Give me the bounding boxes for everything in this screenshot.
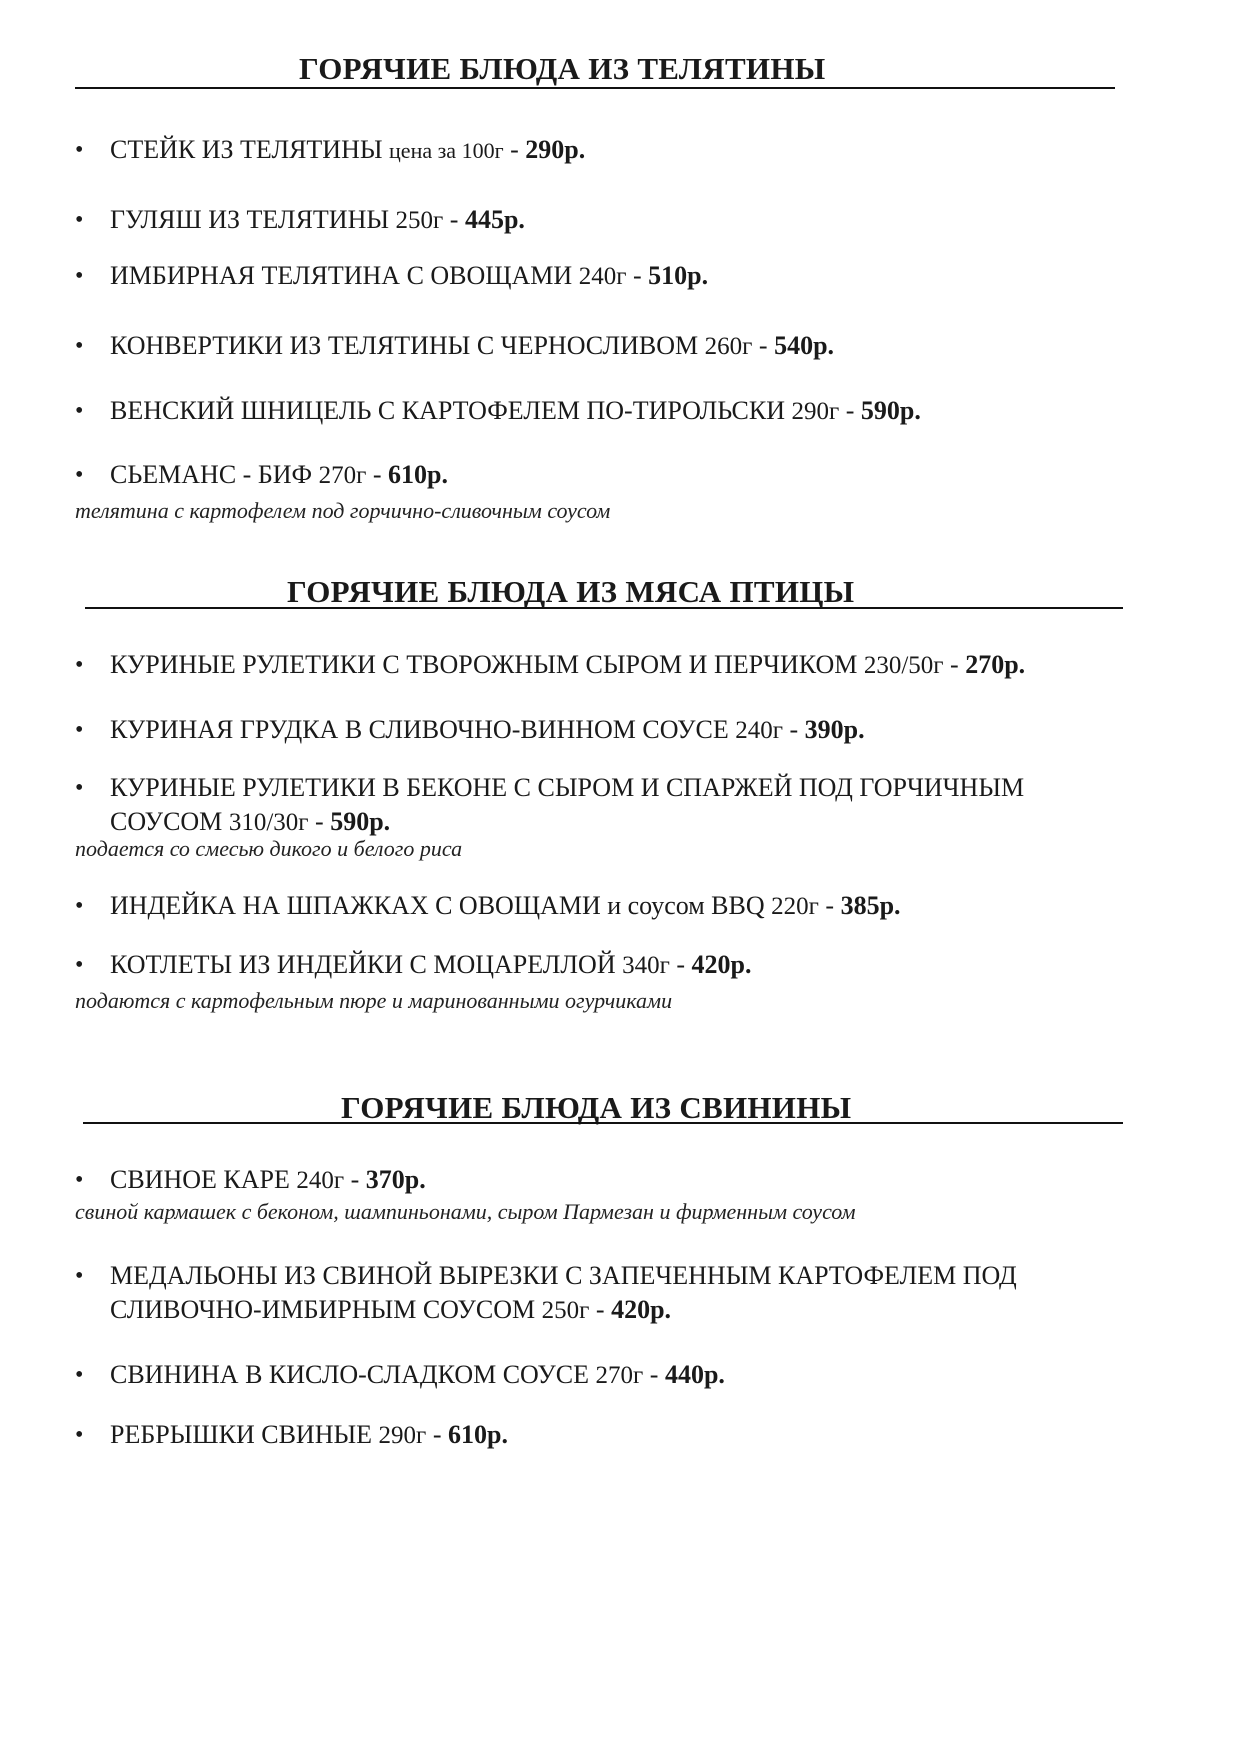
- bullet-icon: •: [75, 137, 84, 163]
- dish-name: МЕДАЛЬОНЫ ИЗ СВИНОЙ ВЫРЕЗКИ С ЗАПЕЧЕННЫМ КАРТОФЕЛЕМ ПОД: [110, 1261, 1017, 1290]
- dish-price: 510р.: [648, 261, 709, 290]
- dish-weight: 240г: [578, 263, 627, 290]
- dish-name: ГУЛЯШ ИЗ ТЕЛЯТИНЫ: [110, 205, 390, 234]
- dish-name: КОТЛЕТЫ ИЗ ИНДЕЙКИ С МОЦАРЕЛЛОЙ: [110, 950, 616, 979]
- dish-price: 420р.: [691, 950, 752, 979]
- menu-item: [75, 133, 585, 168]
- bullet-icon: •: [75, 207, 84, 233]
- dish-sep: -: [366, 460, 389, 489]
- dish-name-cont: СЛИВОЧНО-ИМБИРНЫМ СОУСОМ: [110, 1295, 536, 1324]
- menu-item: [75, 1163, 426, 1198]
- dish-sep: -: [943, 650, 966, 679]
- dish-name: СВИНИНА В КИСЛО-СЛАДКОМ СОУСЕ: [110, 1360, 590, 1389]
- dish-sep: -: [839, 396, 861, 425]
- dish-price: 290р.: [525, 135, 586, 164]
- dish-sep: -: [589, 1295, 612, 1324]
- dish-weight: 310/30г: [228, 809, 309, 836]
- bullet-icon: •: [75, 952, 84, 978]
- dish-sep: -: [426, 1420, 448, 1449]
- dish-sep: -: [626, 261, 649, 290]
- dish-name: ВЕНСКИЙ ШНИЦЕЛЬ С КАРТОФЕЛЕМ ПО-ТИРОЛЬСКИ: [110, 396, 785, 425]
- dish-weight: 250г: [395, 207, 444, 234]
- menu-item: [75, 458, 448, 493]
- dish-description: подаются с картофельным пюре и маринованными огурчиками: [75, 988, 673, 1013]
- dish-weight: 240г: [296, 1167, 345, 1194]
- dish-weight: цена за 100г: [389, 138, 504, 163]
- bullet-icon: •: [75, 775, 84, 801]
- dish-weight: 220г: [771, 893, 819, 920]
- dish-weight: 260г: [704, 333, 753, 360]
- dish-price: 610р.: [447, 1420, 508, 1449]
- dish-price: 590р.: [860, 396, 921, 425]
- dish-sep: -: [752, 331, 775, 360]
- dish-sep: -: [782, 715, 805, 744]
- dish-weight: 270г: [595, 1362, 644, 1389]
- bullet-icon: •: [75, 717, 84, 743]
- dish-price: 420р.: [611, 1295, 672, 1324]
- dish-sep: -: [669, 950, 692, 979]
- dish-description: телятина с картофелем под горчично-сливочным соусом: [75, 498, 611, 523]
- dish-name: КОНВЕРТИКИ ИЗ ТЕЛЯТИНЫ С ЧЕРНОСЛИВОМ: [110, 331, 699, 360]
- dish-weight: 290г: [791, 398, 840, 425]
- dish-price: 385р.: [840, 891, 901, 920]
- menu-item: [75, 259, 708, 294]
- bullet-icon: •: [75, 462, 84, 488]
- menu-item: [75, 713, 865, 748]
- dish-weight: 270г: [318, 462, 367, 489]
- dish-sep: -: [503, 135, 526, 164]
- dish-description: подается со смесью дикого и белого риса: [75, 836, 463, 861]
- dish-price: 270р.: [965, 650, 1026, 679]
- menu-item: [75, 329, 834, 364]
- menu-item: [75, 203, 525, 238]
- dish-price: 445р.: [464, 205, 525, 234]
- bullet-icon: •: [75, 333, 84, 359]
- bullet-icon: •: [75, 1263, 84, 1289]
- dish-name: РЕБРЫШКИ СВИНЫЕ: [110, 1420, 373, 1449]
- bullet-icon: •: [75, 893, 84, 919]
- dish-name: ИМБИРНАЯ ТЕЛЯТИНА С ОВОЩАМИ: [110, 261, 573, 290]
- menu-item: [75, 771, 1024, 840]
- bullet-icon: •: [75, 1422, 84, 1448]
- menu-item: [75, 1259, 1017, 1328]
- bullet-icon: •: [75, 1362, 84, 1388]
- menu-item: [75, 394, 921, 429]
- dish-weight: 240г: [735, 717, 783, 744]
- dish-price: 590р.: [330, 807, 391, 836]
- menu-item: [75, 948, 752, 983]
- dish-name: КУРИНЫЕ РУЛЕТИКИ В БЕКОНЕ С СЫРОМ И СПАРЖЕЙ ПОД ГОРЧИЧНЫМ: [110, 773, 1025, 802]
- dish-sep: -: [818, 891, 841, 920]
- bullet-icon: •: [75, 398, 84, 424]
- section-title: ГОРЯЧИЕ БЛЮДА ИЗ МЯСА ПТИЦЫ: [287, 574, 855, 609]
- dish-name: КУРИНЫЕ РУЛЕТИКИ С ТВОРОЖНЫМ СЫРОМ И ПЕРЧИКОМ: [110, 650, 858, 679]
- menu-item: [75, 648, 1025, 683]
- dish-name: СТЕЙК ИЗ ТЕЛЯТИНЫ: [110, 135, 383, 164]
- dish-name: КУРИНАЯ ГРУДКА В СЛИВОЧНО-ВИННОМ СОУСЕ: [110, 715, 729, 744]
- bullet-icon: •: [75, 263, 84, 289]
- section-title: ГОРЯЧИЕ БЛЮДА ИЗ СВИНИНЫ: [341, 1090, 852, 1125]
- section-divider: [83, 1122, 1123, 1124]
- dish-weight: 340г: [622, 952, 670, 979]
- dish-weight: 250г: [541, 1297, 590, 1324]
- dish-weight: 230/50г: [863, 652, 944, 679]
- dish-weight: 290г: [378, 1422, 427, 1449]
- dish-price: 540р.: [774, 331, 835, 360]
- bullet-icon: •: [75, 652, 84, 678]
- dish-name: СЬЕМАНС - БИФ: [110, 460, 313, 489]
- dish-price: 440р.: [664, 1360, 725, 1389]
- section-divider: [85, 607, 1123, 609]
- menu-item: [75, 889, 901, 924]
- dish-description: свиной кармашек с беконом, шампиньонами, сыром Пармезан и фирменным соусом: [75, 1199, 856, 1224]
- section-divider: [75, 87, 1115, 89]
- dish-price: 390р.: [804, 715, 865, 744]
- dish-sep: -: [643, 1360, 665, 1389]
- dish-price: 610р.: [388, 460, 448, 489]
- dish-name: СВИНОЕ КАРЕ: [110, 1165, 290, 1194]
- dish-sep: -: [443, 205, 465, 234]
- dish-name-cont: СОУСОМ: [110, 807, 223, 836]
- section-title: ГОРЯЧИЕ БЛЮДА ИЗ ТЕЛЯТИНЫ: [299, 51, 826, 86]
- dish-price: 370р.: [365, 1165, 426, 1194]
- dish-sep: -: [308, 807, 331, 836]
- bullet-icon: •: [75, 1167, 84, 1193]
- menu-item: [75, 1358, 725, 1393]
- dish-name: ИНДЕЙКА НА ШПАЖКАХ С ОВОЩАМИ и соусом BBQ: [110, 891, 765, 920]
- menu-item: [75, 1418, 508, 1453]
- dish-sep: -: [344, 1165, 366, 1194]
